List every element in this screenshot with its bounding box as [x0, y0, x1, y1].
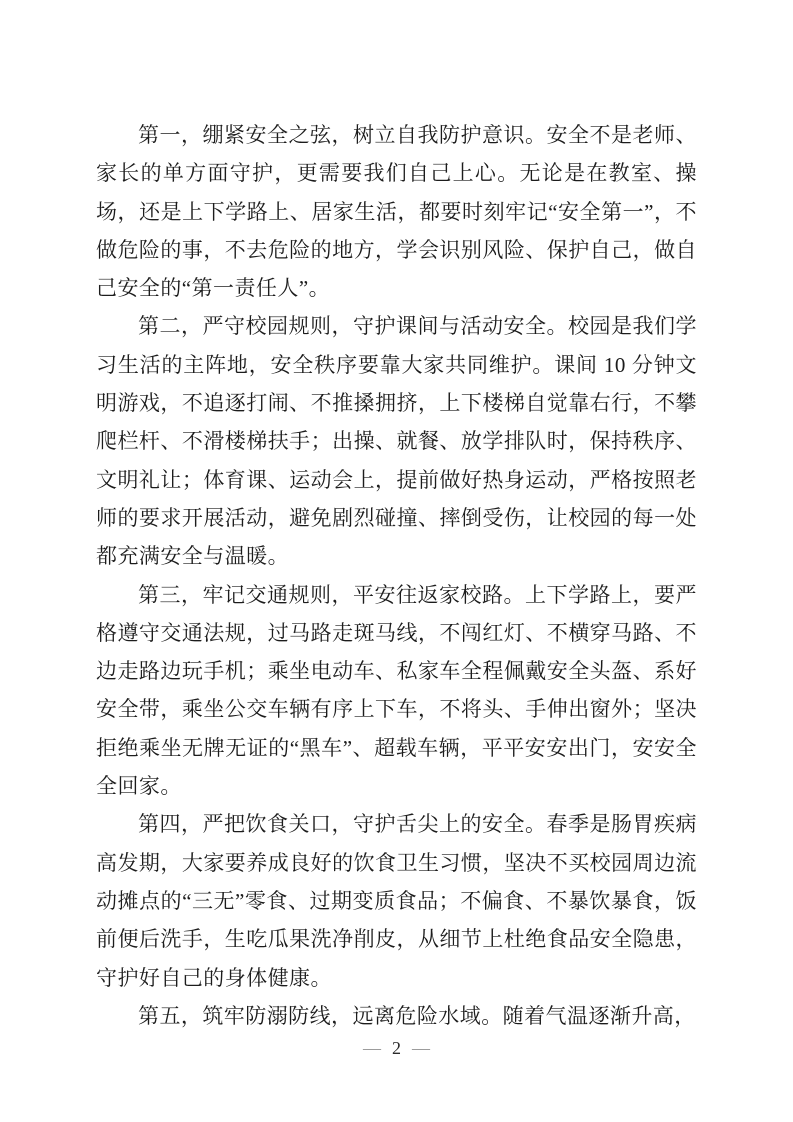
paragraph-2: 第二，严守校园规则，守护课间与活动安全。校园是我们学习生活的主阵地，安全秩序要靠大家共同维护。课间 10 分钟文明游戏，不追逐打闹、不推搡拥挤，上下楼梯自觉靠右行，不攀爬栏杆、不滑楼梯扶手；出操、就餐、放学排队时，保持秩序、文明礼让；体育课、运动会上，提前做好热身运动，严格按照老师的要求开展活动，避免剧烈碰撞、摔倒受伤，让校园的每一处都充满安全与温暖。: [96, 314, 697, 569]
page-number-dash-left: —: [363, 1038, 381, 1058]
paragraph-1: 第一，绷紧安全之弦，树立自我防护意识。安全不是老师、家长的单方面守护，更需要我们自己上心。无论是在教室、操场，还是上下学路上、居家生活，都要时刻牢记“安全第一”，不做危险的事，不去危险的地方，学会识别风险、保护自己，做自己安全的“第一责任人”。: [96, 123, 697, 301]
paragraph-3: 第三，牢记交通规则，平安往返家校路。上下学路上，要严格遵守交通法规，过马路走斑马线，不闯红灯、不横穿马路、不边走路边玩手机；乘坐电动车、私家车全程佩戴安全头盔、系好安全带，乘坐公交车辆有序上下车，不将头、手伸出窗外；坚决拒绝乘坐无牌无证的“黑车”、超载车辆，平平安安出门，安安全全回家。: [96, 582, 697, 799]
page-number-dash-right: —: [412, 1038, 430, 1058]
paragraph-5: 第五，筑牢防溺防线，远离危险水域。随着气温逐渐升高，: [138, 1003, 696, 1028]
page-number: 2: [392, 1038, 401, 1058]
paragraph-4: 第四，严把饮食关口，守护舌尖上的安全。春季是肠胃疾病高发期，大家要养成良好的饮食卫生习惯，坚决不买校园周边流动摊点的“三无”零食、过期变质食品；不偏食、不暴饮暴食，饭前便后洗手，生吃瓜果洗净削皮，从细节上杜绝食品安全隐患，守护好自己的身体健康。: [96, 812, 697, 990]
page-footer: [0, 1036, 793, 1060]
document-body: [96, 116, 697, 1035]
